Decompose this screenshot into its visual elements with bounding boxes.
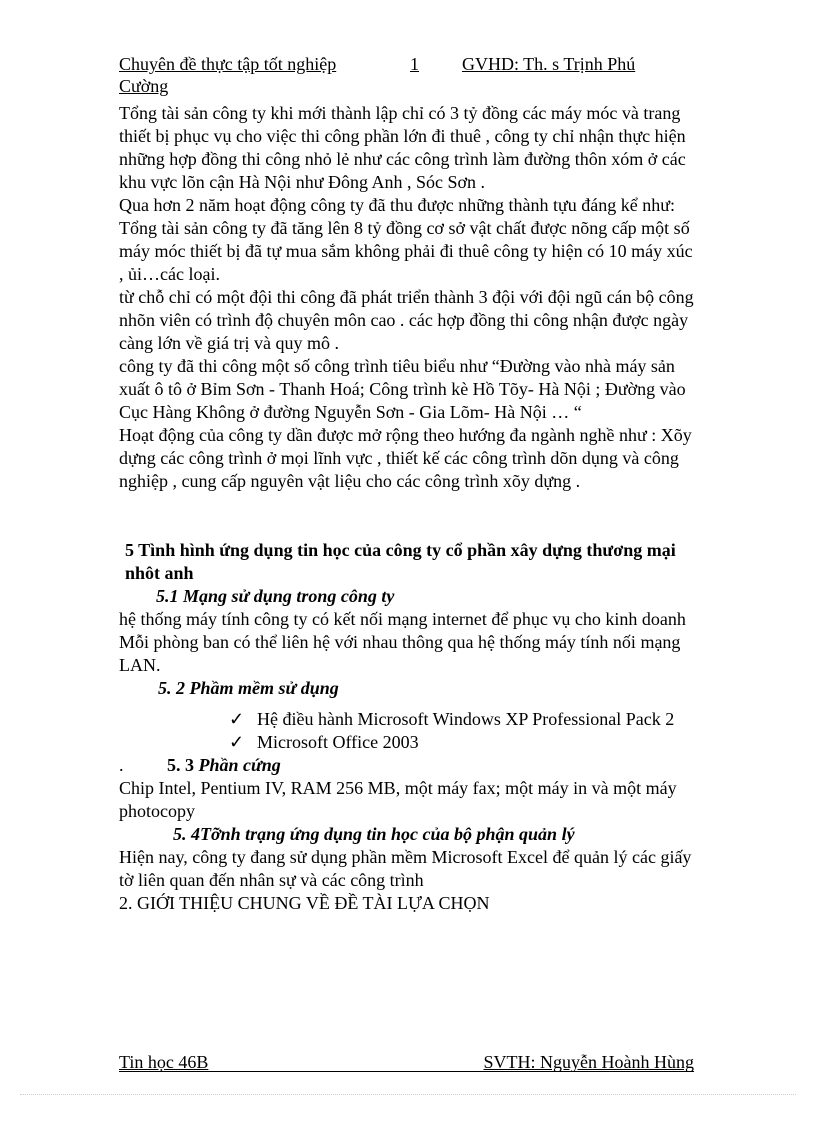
check-icon: ✓: [229, 709, 245, 729]
paragraph-teams: từ chỗ chỉ có một đội thi công đã phát triển thành 3 đội với đội ngũ cán bộ công nhõn viên có trình độ chuyên môn cao . các hợp đồng thi công nhận được ngày càng lớn về giá trị và quy mô .: [119, 287, 694, 353]
check-icon: ✓: [229, 732, 245, 752]
section-5-3-text: Chip Intel, Pentium IV, RAM 256 MB, một máy fax; một máy in và một máy photocopy: [119, 778, 677, 821]
section-5-4-title: 5. 4Tỡnh trạng ứng dụng tin học của bộ phận quản lý: [173, 824, 575, 844]
section-5-3-number: 5. 3: [167, 755, 199, 775]
paragraph-assets-growth: Tổng tài sản công ty đã tăng lên 8 tỷ đồng cơ sở vật chất được nõng cấp một số máy móc thiết bị đã tự mua sắm không phải đi thuê công ty hiện có 10 máy xúc , ủi…các loại.: [119, 218, 693, 284]
list-item: [229, 731, 694, 754]
section-5-heading: 5 Tình hình ứng dụng tin học của công ty cổ phần xây dựng thương mại nhôt anh: [125, 540, 676, 583]
section-5-1-title: 5.1 Mạng sử dụng trong công ty: [156, 586, 395, 606]
paragraph-activities: Hoạt động của công ty dần được mở rộng theo hướng đa ngành nghề như : Xõy dựng các công trình ở mọi lĩnh vực , thiết kế các công trình dõn dụng và công nghiệp , cung cấp nguyên vật liệu cho các công trình xõy dựng .: [119, 425, 692, 491]
footer-rule: [119, 1071, 694, 1072]
section-5-1-text: hệ thống máy tính công ty có kết nối mạng internet để phục vụ cho kinh doanh Mỗi phòng ban có thể liên hệ với nhau thông qua hệ thống máy tính nối mạng LAN.: [119, 609, 686, 675]
section-2-heading: 2. GIỚI THIỆU CHUNG VỀ ĐỀ TÀI LỰA CHỌN: [119, 893, 490, 913]
section-5-3-label: Phần cứng: [198, 755, 281, 775]
software-item-office: Microsoft Office 2003: [257, 732, 419, 752]
paragraph-initial-assets: Tổng tài sản công ty khi mới thành lập chỉ có 3 tỷ đồng các máy móc và trang thiết bị phục vụ cho việc thi công phần lớn đi thuê , công ty chỉ nhận thực hiện những hợp đồng thi công nhỏ lẻ như các công trình làm đường thôn xóm ở các khu vực lõn cận Hà Nội như Đông Anh , Sóc Sơn .: [119, 103, 686, 192]
section-5-2-title: 5. 2 Phầm mềm sử dụng: [158, 678, 339, 698]
header-supervisor-continued: Cường: [119, 76, 169, 96]
spacer: [119, 493, 694, 539]
section-5-3-dot: .: [119, 755, 124, 775]
footer-class: Tin học 46B: [119, 1052, 209, 1072]
paragraph-two-years: Qua hơn 2 năm hoạt động công ty đã thu được những thành tựu đáng kể như:: [119, 195, 675, 215]
header-supervisor: GVHD: Th. s Trịnh Phú: [462, 54, 636, 74]
paragraph-projects: công ty đã thi công một số công trình tiêu biểu như “Đường vào nhà máy sản xuất ô tô ở Bỉm Sơn - Thanh Hoá; Công trình kè Hồ Tõy- Hà Nội ; Đường vào Cục Hàng Không ở đường Nguyễn Sơn - Gia Lõm- Hà Nội … “: [119, 356, 686, 422]
section-5-4-text: Hiện nay, công ty đang sử dụng phần mềm Microsoft Excel để quản lý các giấy tờ liên quan đến nhân sự và các công trình: [119, 847, 692, 890]
document-body: [119, 102, 694, 915]
footer-student: SVTH: Nguyễn Hoành Hùng: [483, 1052, 694, 1072]
software-item-os: Hệ điều hành Microsoft Windows XP Professional Pack 2: [257, 709, 675, 729]
software-list: [119, 708, 694, 754]
header-title: Chuyên đề thực tập tốt nghiệp: [119, 54, 337, 74]
page-bottom-divider: [20, 1094, 796, 1095]
page-header: [119, 53, 647, 97]
list-item: [229, 708, 694, 731]
section-5-3-title: [119, 754, 694, 777]
header-page-number: 1: [410, 54, 419, 74]
